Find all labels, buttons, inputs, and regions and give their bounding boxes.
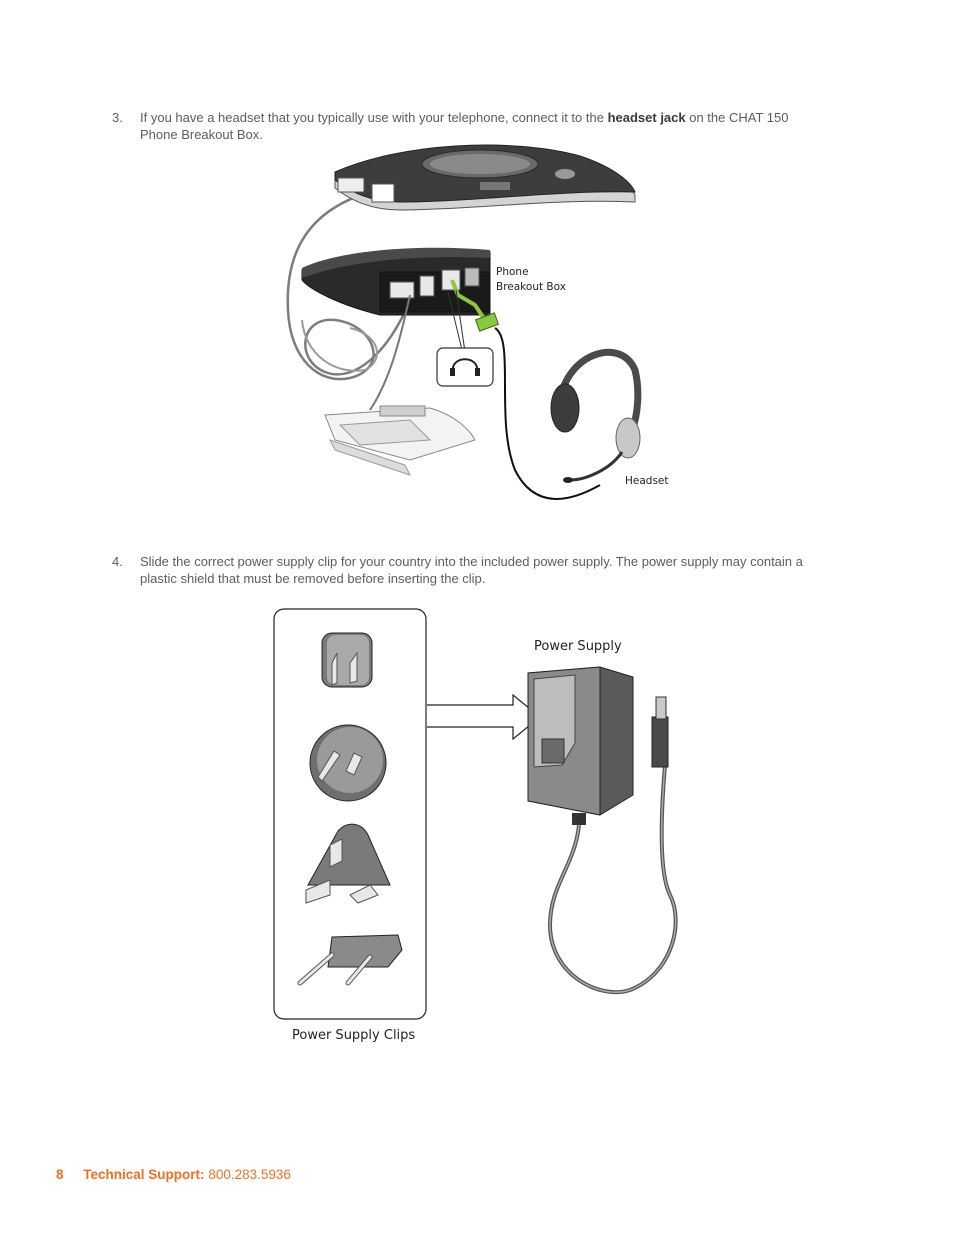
headset-ear-right (616, 418, 640, 458)
speakerphone-button (555, 169, 575, 179)
chat150-speakerphone (335, 145, 635, 210)
headset-cable (495, 328, 600, 499)
step-text (140, 109, 788, 143)
page-number: 8 (56, 1167, 64, 1182)
desk-telephone (325, 406, 475, 475)
us-clip-icon (322, 633, 372, 687)
power-supply-diagram (270, 605, 690, 1050)
label-breakout-line1: Phone (496, 266, 529, 278)
headset (551, 352, 640, 483)
step-number: 3. (112, 110, 123, 125)
barrel-connector (652, 717, 668, 767)
step-text-line2: Phone Breakout Box. (140, 127, 263, 142)
insert-arrow (427, 695, 540, 739)
headset-ear-left (551, 384, 579, 432)
label-headset: Headset (625, 475, 669, 487)
headset-icon-callout (437, 348, 493, 386)
step-text-line2: plastic shield that must be removed before inserting the clip. (140, 571, 486, 586)
line-jack (420, 276, 434, 296)
label-power-supply-clips: Power Supply Clips (292, 1028, 416, 1043)
phone-breakout-box (302, 248, 490, 315)
step-text (140, 553, 803, 587)
headset-mic-boom (570, 452, 622, 480)
step-text-part: If you have a headset that you typically use with your telephone, connect it to the (140, 110, 608, 125)
step-text-line1: Slide the correct power supply clip for your country into the included power supply. The power supply may contain a (140, 554, 803, 569)
headset-jack-term: headset jack (607, 110, 686, 125)
headset-connection-diagram (280, 140, 680, 515)
power-supply (528, 667, 676, 992)
support-label: Technical Support: (83, 1167, 205, 1182)
label-breakout-line2: Breakout Box (496, 281, 566, 293)
support-phone: 800.283.5936 (208, 1167, 291, 1182)
label-power-supply: Power Supply (534, 639, 622, 654)
step-number: 4. (112, 554, 123, 569)
au-clip-icon (310, 725, 386, 801)
page-footer (56, 1167, 291, 1182)
step-text-part: on the CHAT 150 (685, 110, 789, 125)
headset-jack (442, 270, 460, 290)
